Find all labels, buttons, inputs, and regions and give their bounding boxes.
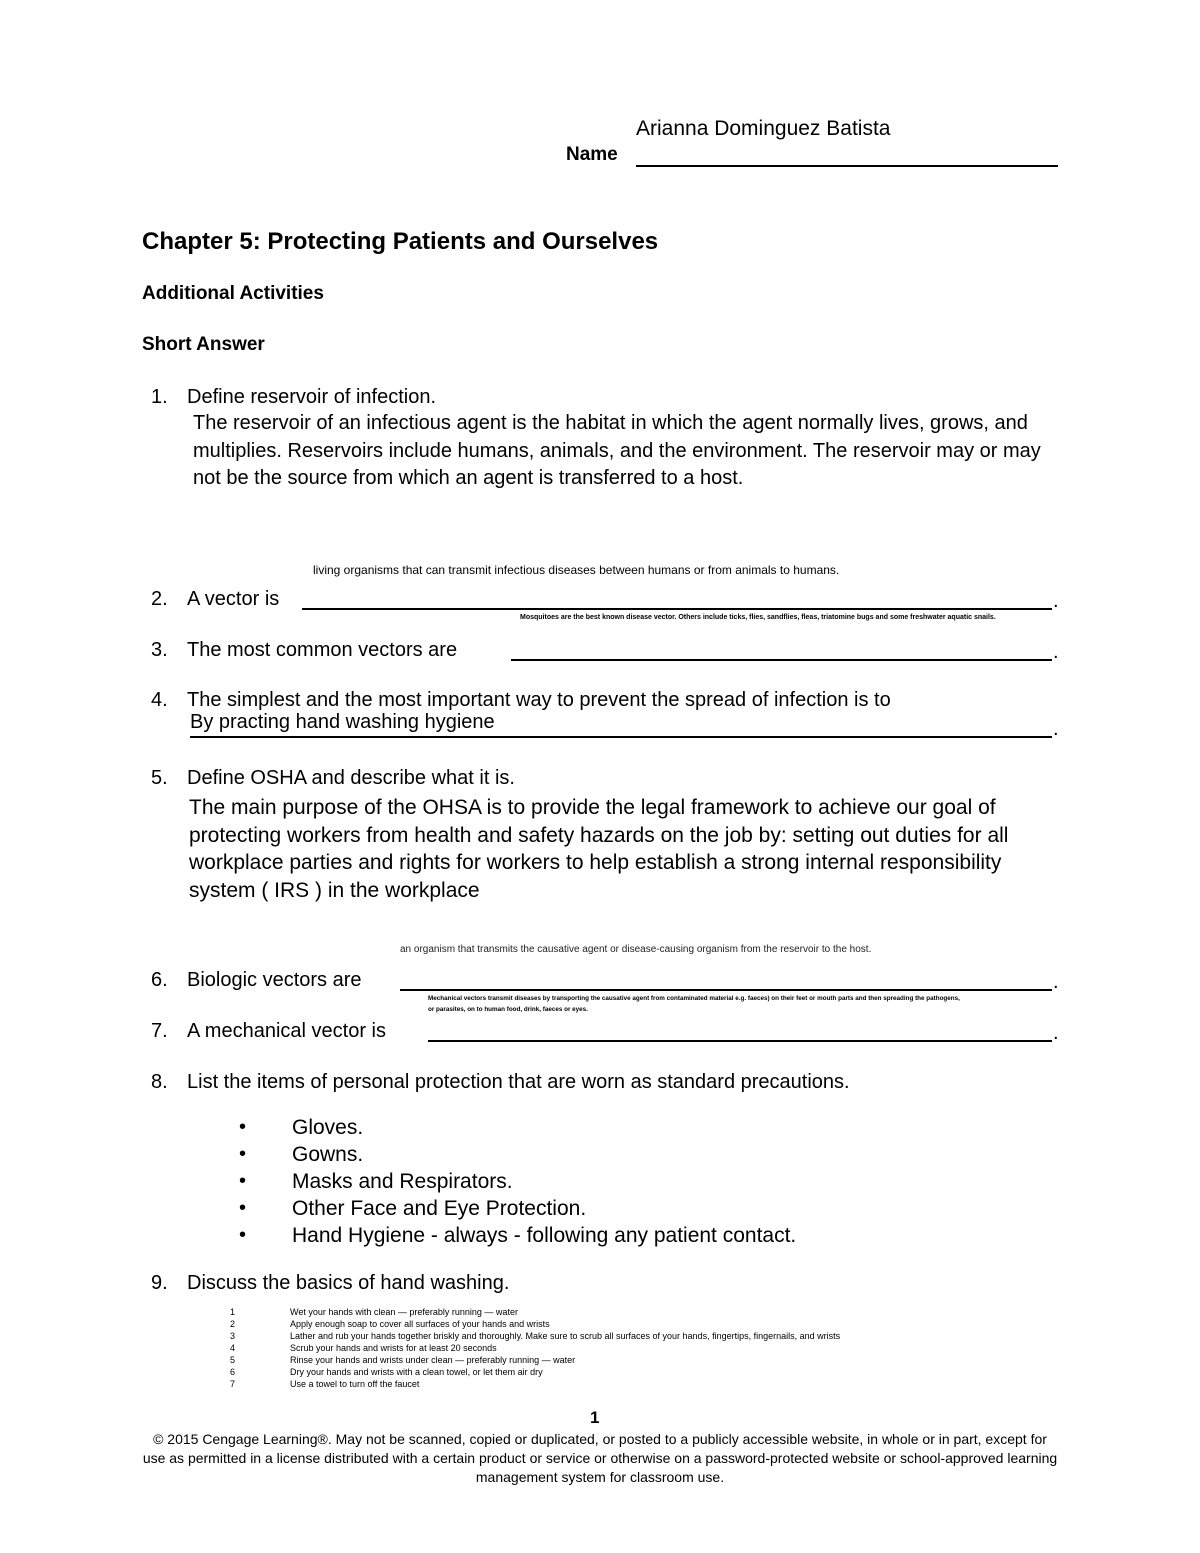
question-4-blank bbox=[190, 736, 1052, 738]
name-underline bbox=[636, 165, 1058, 167]
step-row bbox=[230, 1318, 840, 1330]
step-row bbox=[230, 1354, 840, 1366]
page-number: 1 bbox=[590, 1408, 600, 1427]
question-7-answer-line1: Mechanical vectors transmit diseases by transporting the causative agent from contaminated material e.g. faeces) on their feet or mouth parts and then spreading the pathogens, bbox=[428, 995, 960, 1002]
bullet: • bbox=[239, 1197, 247, 1219]
period: . bbox=[1053, 971, 1059, 993]
question-6-prompt: Biologic vectors are bbox=[187, 969, 362, 991]
step-number: 4 bbox=[230, 1343, 236, 1353]
step-text: Wet your hands with clean — preferably running — water bbox=[290, 1307, 518, 1317]
step-row bbox=[230, 1330, 840, 1342]
name-label: Name bbox=[566, 144, 618, 165]
question-5-prompt: Define OSHA and describe what it is. bbox=[187, 767, 515, 789]
question-1-prompt: Define reservoir of infection. bbox=[187, 386, 437, 408]
step-number: 5 bbox=[230, 1355, 236, 1365]
question-3-prompt: The most common vectors are bbox=[187, 639, 458, 661]
handwashing-steps bbox=[230, 1306, 840, 1390]
question-8-number: 8. bbox=[151, 1071, 168, 1093]
step-number: 6 bbox=[230, 1367, 236, 1377]
question-3-number: 3. bbox=[151, 639, 168, 661]
question-7-blank bbox=[428, 1040, 1052, 1042]
question-9-number: 9. bbox=[151, 1272, 168, 1294]
student-name: Arianna Dominguez Batista bbox=[636, 117, 891, 140]
ppe-item: Hand Hygiene - always - following any patient contact. bbox=[292, 1224, 797, 1247]
question-4-prompt: The simplest and the most important way to prevent the spread of infection is to bbox=[187, 689, 891, 711]
period: . bbox=[1053, 590, 1059, 612]
question-7-answer-line2: or parasites, on to human food, drink, faeces or eyes. bbox=[428, 1006, 588, 1013]
step-text: Use a towel to turn off the faucet bbox=[290, 1379, 420, 1389]
step-text: Scrub your hands and wrists for at least 20 seconds bbox=[290, 1343, 497, 1353]
ppe-item: Masks and Respirators. bbox=[292, 1170, 513, 1193]
question-7-number: 7. bbox=[151, 1020, 168, 1042]
question-1-answer: The reservoir of an infectious agent is the habitat in which the agent normally lives, grows, and multiplies. Reservoirs include humans, animals, and the environment. The reservoir may or may not be the source from which an agent is transferred to a host. bbox=[193, 412, 1041, 489]
step-row bbox=[230, 1306, 840, 1318]
question-7-prompt: A mechanical vector is bbox=[187, 1020, 386, 1042]
page-title: Chapter 5: Protecting Patients and Ourselves bbox=[142, 228, 659, 255]
question-2-prompt: A vector is bbox=[187, 588, 280, 610]
question-3-blank bbox=[511, 659, 1052, 661]
question-5-number: 5. bbox=[151, 767, 168, 789]
ppe-item: Gowns. bbox=[292, 1143, 364, 1166]
question-6-answer: an organism that transmits the causative agent or disease-causing organism from the reservoir to the host. bbox=[400, 944, 872, 955]
step-number: 7 bbox=[230, 1379, 236, 1389]
ppe-item: Other Face and Eye Protection. bbox=[292, 1197, 587, 1220]
question-1-number: 1. bbox=[151, 386, 168, 408]
copyright-footer: © 2015 Cengage Learning®. May not be scanned, copied or duplicated, or posted to a publicly accessible website, in whole or in part, except for use as permitted in a license distributed with a certain product or service or otherwise on a password-protected website or school-approved learning management system for classroom use. bbox=[142, 1431, 1058, 1485]
period: . bbox=[1053, 1022, 1059, 1044]
question-8-prompt: List the items of personal protection that are worn as standard precautions. bbox=[187, 1071, 850, 1093]
question-5-answer: The main purpose of the OHSA is to provide the legal framework to achieve our goal of protecting workers from health and safety hazards on the job by: setting out duties for all workplace parties and rights for workers to help establish a strong internal responsibility system ( IRS ) in the workplace bbox=[189, 796, 1009, 902]
bullet: • bbox=[239, 1170, 247, 1192]
bullet: • bbox=[239, 1116, 247, 1138]
step-text: Lather and rub your hands together briskly and thoroughly. Make sure to scrub all surfaces of your hands, fingertips, fingernails, and wrists bbox=[290, 1331, 841, 1341]
period: . bbox=[1053, 641, 1059, 663]
question-2-number: 2. bbox=[151, 588, 168, 610]
section-heading: Additional Activities bbox=[142, 283, 324, 304]
step-row bbox=[230, 1378, 840, 1390]
question-6-number: 6. bbox=[151, 969, 168, 991]
subsection-heading: Short Answer bbox=[142, 334, 265, 355]
ppe-item: Gloves. bbox=[292, 1116, 364, 1139]
bullet: • bbox=[239, 1143, 247, 1165]
step-number: 2 bbox=[230, 1319, 236, 1329]
question-2-blank bbox=[302, 608, 1052, 610]
question-3-answer: Mosquitoes are the best known disease vector. Others include ticks, flies, sandflies, fleas, triatomine bugs and some freshwater aquatic snails. bbox=[520, 614, 996, 621]
question-2-answer: living organisms that can transmit infectious diseases between humans or from animals to humans. bbox=[313, 563, 840, 577]
step-text: Apply enough soap to cover all surfaces of your hands and wrists bbox=[290, 1319, 550, 1329]
step-text: Rinse your hands and wrists under clean — preferably running — water bbox=[290, 1355, 576, 1365]
bullet: • bbox=[239, 1224, 247, 1246]
step-row bbox=[230, 1366, 840, 1378]
period: . bbox=[1053, 718, 1059, 740]
step-row bbox=[230, 1342, 840, 1354]
step-number: 3 bbox=[230, 1331, 236, 1341]
question-9-prompt: Discuss the basics of hand washing. bbox=[187, 1272, 510, 1294]
step-number: 1 bbox=[230, 1307, 236, 1317]
question-4-answer: By practing hand washing hygiene bbox=[190, 711, 495, 733]
step-text: Dry your hands and wrists with a clean towel, or let them air dry bbox=[290, 1367, 543, 1377]
question-6-blank bbox=[400, 989, 1052, 991]
question-4-number: 4. bbox=[151, 689, 168, 711]
